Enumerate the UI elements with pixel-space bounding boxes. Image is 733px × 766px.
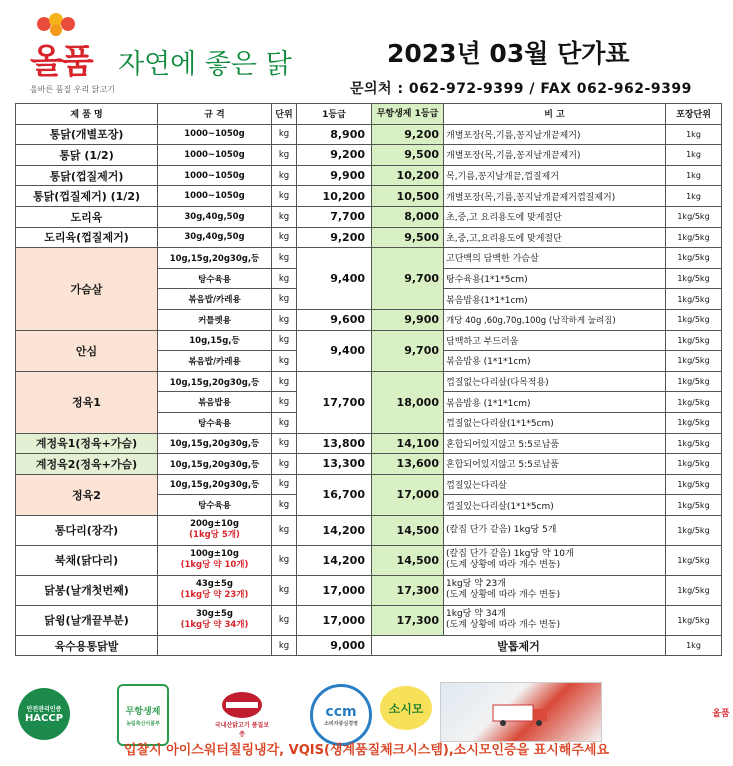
product-spec: 1000~1050g xyxy=(158,145,272,166)
product-name: 도리육 xyxy=(16,206,158,227)
product-note xyxy=(444,515,666,545)
haccp-label: HACCP xyxy=(24,713,64,724)
product-note: 개별포장(목,기름,꽁지날개끝제거) xyxy=(444,145,666,166)
table-row xyxy=(16,575,722,605)
pack-unit: 1kg/5kg xyxy=(666,351,722,372)
note-line: (도계 상황에 따라 개수 변동) xyxy=(446,620,561,631)
grade1-af-price: 18,000 xyxy=(372,371,444,433)
grade1-af-price: 9,500 xyxy=(372,145,444,166)
nonab-label: 무항생제 xyxy=(125,706,161,717)
grade1-price: 8,900 xyxy=(297,124,372,145)
table-row xyxy=(16,227,722,248)
product-note: 초,중,고,요리용도에 맞게절단 xyxy=(444,227,666,248)
page-title: 2023년 03월 단가표 xyxy=(387,39,630,68)
grade1-af-price: 17,300 xyxy=(372,575,444,605)
product-unit: kg xyxy=(272,545,297,575)
product-name: 정육1 xyxy=(16,371,158,433)
table-row xyxy=(16,186,722,207)
table-row xyxy=(16,165,722,186)
grade1-af-price: 14,500 xyxy=(372,515,444,545)
table-row xyxy=(16,371,722,392)
product-name: 통닭(껍질제거) (1/2) xyxy=(16,186,158,207)
pack-unit: 1kg/5kg xyxy=(666,545,722,575)
product-spec: 10g,15g,20g30g,등 xyxy=(158,248,272,269)
product-unit: kg xyxy=(272,412,297,433)
product-note: 개별포장(목,기름,꽁지날개끝제거) xyxy=(444,124,666,145)
pack-unit: 1kg/5kg xyxy=(666,495,722,516)
somo-badge: 소시모 xyxy=(380,686,432,730)
nonab-sub: 농림축산식품부 xyxy=(126,720,160,727)
grade1-af-price: 9,700 xyxy=(372,248,444,310)
product-name: 계정육1(정육+가슴) xyxy=(16,433,158,454)
table-row xyxy=(16,454,722,475)
grade1-price: 16,700 xyxy=(297,474,372,515)
spec-weight: 200g±10g xyxy=(190,519,239,530)
product-spec: 10g,15g,20g30g,등 xyxy=(158,371,272,392)
product-name: 계정육2(정육+가슴) xyxy=(16,454,158,475)
pack-unit: 1kg/5kg xyxy=(666,575,722,605)
grade1-price: 9,200 xyxy=(297,145,372,166)
table-row xyxy=(16,433,722,454)
table-row xyxy=(16,330,722,351)
grade1-af-price: 13,600 xyxy=(372,454,444,475)
product-name: 통다리(장각) xyxy=(16,515,158,545)
product-unit: kg xyxy=(272,515,297,545)
product-note: 담백하고 부드러움 xyxy=(444,330,666,351)
product-spec: 볶음밥/카레용 xyxy=(158,289,272,310)
grade1-price: 17,000 xyxy=(297,575,372,605)
product-spec: 10g,15g,등 xyxy=(158,330,272,351)
grade1-af-price: 9,700 xyxy=(372,330,444,371)
product-note: 목,기름,꽁지날개끝,껍질제거 xyxy=(444,165,666,186)
product-note: 껍질없는다리살(다목적용) xyxy=(444,371,666,392)
table-row xyxy=(16,515,722,545)
product-spec xyxy=(158,605,272,635)
pack-unit: 1kg/5kg xyxy=(666,227,722,248)
grade1-price: 9,600 xyxy=(297,309,372,330)
product-unit: kg xyxy=(272,330,297,351)
ccm-label: ccm xyxy=(325,703,357,720)
brand-subtitle: 올바른 품질 우리 닭고기 xyxy=(30,85,115,94)
product-unit: kg xyxy=(272,575,297,605)
note-line: (칼집 단가 같음) 1kg당 약 10개 xyxy=(446,549,574,560)
product-name: 가슴살 xyxy=(16,248,158,330)
product-unit: kg xyxy=(272,227,297,248)
product-name: 정육2 xyxy=(16,474,158,515)
spec-count: (1kg당 약 10개) xyxy=(180,560,249,571)
table-row xyxy=(16,248,722,269)
pack-unit: 1kg/5kg xyxy=(666,206,722,227)
product-spec: 탕수육용 xyxy=(158,412,272,433)
grade1-price: 13,300 xyxy=(297,454,372,475)
note-line: 1kg당 약 34개 xyxy=(446,609,506,620)
pack-unit: 1kg/5kg xyxy=(666,330,722,351)
product-note: 개당 40g ,60g,70g,100g (납작하게 눌려짐) xyxy=(444,309,666,330)
grade1-price: 9,400 xyxy=(297,330,372,371)
product-note: 개별포장(목,기름,꽁지날개끝제거껍질제거) xyxy=(444,186,666,207)
table-row xyxy=(16,474,722,495)
product-unit: kg xyxy=(272,145,297,166)
brand-logo xyxy=(14,8,314,100)
footer-caption: 입찰시 아이스워터칠링냉각, VQIS(생계품질체크시스템),소시모인증을 표시해주세요 xyxy=(123,743,610,758)
contact-info: 문의처 : 062-972-9399 / FAX 062-962-9399 xyxy=(350,81,692,97)
product-note: 혼합되어있지않고 5:5로납품 xyxy=(444,454,666,475)
product-spec: 탕수육용 xyxy=(158,495,272,516)
pack-unit: 1kg/5kg xyxy=(666,392,722,413)
spec-weight: 100g±10g xyxy=(190,549,239,560)
spec-count: (1kg당 약 23개) xyxy=(180,590,249,601)
product-spec: 볶음밥용 xyxy=(158,392,272,413)
product-spec: 탕수육용 xyxy=(158,268,272,289)
product-unit: kg xyxy=(272,268,297,289)
product-spec: 1000~1050g xyxy=(158,186,272,207)
product-spec xyxy=(158,635,272,656)
product-name: 북채(닭다리) xyxy=(16,545,158,575)
table-row xyxy=(16,605,722,635)
spec-weight: 43g±5g xyxy=(195,579,234,590)
product-note xyxy=(444,545,666,575)
grade1-af-price: 10,200 xyxy=(372,165,444,186)
product-unit: kg xyxy=(272,165,297,186)
brand-slogan: 자연에 좋은 닭 xyxy=(118,49,292,80)
product-name: 통닭 (1/2) xyxy=(16,145,158,166)
header-spec: 규 격 xyxy=(158,104,272,125)
pack-unit: 1kg xyxy=(666,145,722,166)
table-row xyxy=(16,124,722,145)
quality-label: 국내산닭고기 품질보증 xyxy=(214,722,270,738)
grade1-price: 17,700 xyxy=(297,371,372,433)
note-line: (칼집 단가 같음) 1kg당 5개 xyxy=(446,524,557,535)
product-note: 고단백의 담백한 가슴살 xyxy=(444,248,666,269)
spec-count: (1kg당 5개) xyxy=(189,530,240,541)
grade1-af-price: 9,200 xyxy=(372,124,444,145)
product-spec: 커틀렛용 xyxy=(158,309,272,330)
pack-unit: 1kg xyxy=(666,635,722,656)
product-note: 껍질있는다리살 xyxy=(444,474,666,495)
product-name: 닭봉(날개첫번째) xyxy=(16,575,158,605)
header-grade1: 1등급 xyxy=(297,104,372,125)
grade1-price: 14,200 xyxy=(297,545,372,575)
pack-unit: 1kg/5kg xyxy=(666,605,722,635)
grade1-price: 7,700 xyxy=(297,206,372,227)
grade1-price: 13,800 xyxy=(297,433,372,454)
product-note: 탕수육용(1*1*5cm) xyxy=(444,268,666,289)
product-name: 도리육(껍질제거) xyxy=(16,227,158,248)
table-row xyxy=(16,145,722,166)
product-unit: kg xyxy=(272,495,297,516)
product-spec: 30g,40g,50g xyxy=(158,206,272,227)
pack-unit: 1kg/5kg xyxy=(666,412,722,433)
facility-photo xyxy=(440,682,602,742)
pack-unit: 1kg/5kg xyxy=(666,371,722,392)
grade1-price: 9,400 xyxy=(297,248,372,310)
product-unit: kg xyxy=(272,206,297,227)
truck-icon xyxy=(491,697,551,727)
product-spec: 30g,40g,50g xyxy=(158,227,272,248)
product-unit: kg xyxy=(272,635,297,656)
grade1-af-price: 14,100 xyxy=(372,433,444,454)
page-header xyxy=(0,0,733,105)
pack-unit: 1kg/5kg xyxy=(666,454,722,475)
pack-unit: 1kg xyxy=(666,165,722,186)
product-name: 통닭(껍질제거) xyxy=(16,165,158,186)
pack-unit: 1kg/5kg xyxy=(666,474,722,495)
product-name: 통닭(개별포장) xyxy=(16,124,158,145)
header-grade1-antibiotic-free: 무항생제 1등급 xyxy=(372,104,444,125)
spec-count: (1kg당 약 34개) xyxy=(180,620,249,631)
grade1-price: 9,000 xyxy=(297,635,372,656)
haccp-badge xyxy=(18,688,70,740)
pack-unit: 1kg/5kg xyxy=(666,268,722,289)
spec-weight: 30g±5g xyxy=(195,609,234,620)
note-line: 1kg당 약 23개 xyxy=(446,579,506,590)
grade1-af-price: 14,500 xyxy=(372,545,444,575)
table-row xyxy=(16,545,722,575)
pack-unit: 1kg/5kg xyxy=(666,309,722,330)
pack-unit: 1kg/5kg xyxy=(666,248,722,269)
product-note xyxy=(444,575,666,605)
price-table xyxy=(15,103,722,656)
product-note: 볶음밥용(1*1*1cm) xyxy=(444,289,666,310)
product-spec: 볶음밥/카레용 xyxy=(158,351,272,372)
product-note: 껍질있는다리살(1*1*5cm) xyxy=(444,495,666,516)
table-row xyxy=(16,635,722,656)
pack-unit: 1kg/5kg xyxy=(666,515,722,545)
note-line: (도계 상황에 따라 개수 변동) xyxy=(446,560,561,571)
product-name: 육수용통닭발 xyxy=(16,635,158,656)
product-unit: kg xyxy=(272,371,297,392)
header-product: 제 품 명 xyxy=(16,104,158,125)
grade1-price: 9,900 xyxy=(297,165,372,186)
product-note: 볶음밥용 (1*1*1cm) xyxy=(444,392,666,413)
product-unit: kg xyxy=(272,186,297,207)
product-unit: kg xyxy=(272,605,297,635)
product-name: 안심 xyxy=(16,330,158,371)
header-unit: 단위 xyxy=(272,104,297,125)
note-line: (도계 상황에 따라 개수 변동) xyxy=(446,590,561,601)
grade1-price: 14,200 xyxy=(297,515,372,545)
product-spec xyxy=(158,545,272,575)
product-spec: 1000~1050g xyxy=(158,124,272,145)
product-unit: kg xyxy=(272,248,297,269)
product-name: 닭윙(날개끝부분) xyxy=(16,605,158,635)
product-note: 발톱제거 xyxy=(372,635,666,656)
grade1-af-price: 9,500 xyxy=(372,227,444,248)
product-unit: kg xyxy=(272,474,297,495)
grade1-price: 9,200 xyxy=(297,227,372,248)
table-row xyxy=(16,206,722,227)
product-note xyxy=(444,605,666,635)
pack-unit: 1kg/5kg xyxy=(666,433,722,454)
quality-seal-icon xyxy=(220,690,264,720)
quality-assurance-badge xyxy=(212,686,272,742)
brand-name: 올품 xyxy=(30,42,92,82)
product-note: 혼합되어있지않고 5:5로납품 xyxy=(444,433,666,454)
antibiotic-free-badge xyxy=(117,684,169,746)
product-unit: kg xyxy=(272,392,297,413)
product-spec: 1000~1050g xyxy=(158,165,272,186)
product-note: 볶음밥용 (1*1*1cm) xyxy=(444,351,666,372)
product-note: 껍질없는다리살(1*1*5cm) xyxy=(444,412,666,433)
grade1-af-price: 17,000 xyxy=(372,474,444,515)
pack-unit: 1kg/5kg xyxy=(666,289,722,310)
table-header-row xyxy=(16,104,722,125)
product-note: 초,중,고 요리용도에 맞게절단 xyxy=(444,206,666,227)
product-spec xyxy=(158,515,272,545)
pack-unit: 1kg xyxy=(666,124,722,145)
product-spec: 10g,15g,20g30g,등 xyxy=(158,454,272,475)
product-spec xyxy=(158,575,272,605)
product-unit: kg xyxy=(272,124,297,145)
haccp-sub: 안전관리인증 xyxy=(26,706,62,713)
pack-unit: 1kg xyxy=(666,186,722,207)
grade1-af-price: 17,300 xyxy=(372,605,444,635)
product-unit: kg xyxy=(272,351,297,372)
small-brand-logo: 올품 xyxy=(712,708,730,719)
product-spec: 10g,15g,20g30g,등 xyxy=(158,474,272,495)
ccm-sub: 소비자중심경영 xyxy=(324,720,358,727)
grade1-af-price: 8,000 xyxy=(372,206,444,227)
header-note: 비 고 xyxy=(444,104,666,125)
grade1-af-price: 9,900 xyxy=(372,309,444,330)
product-spec: 10g,15g,20g30g,등 xyxy=(158,433,272,454)
grade1-af-price: 10,500 xyxy=(372,186,444,207)
grade1-price: 17,000 xyxy=(297,605,372,635)
product-unit: kg xyxy=(272,454,297,475)
product-unit: kg xyxy=(272,309,297,330)
product-unit: kg xyxy=(272,289,297,310)
product-unit: kg xyxy=(272,433,297,454)
grade1-price: 10,200 xyxy=(297,186,372,207)
ccm-badge xyxy=(310,684,372,746)
header-pack: 포장단위 xyxy=(666,104,722,125)
